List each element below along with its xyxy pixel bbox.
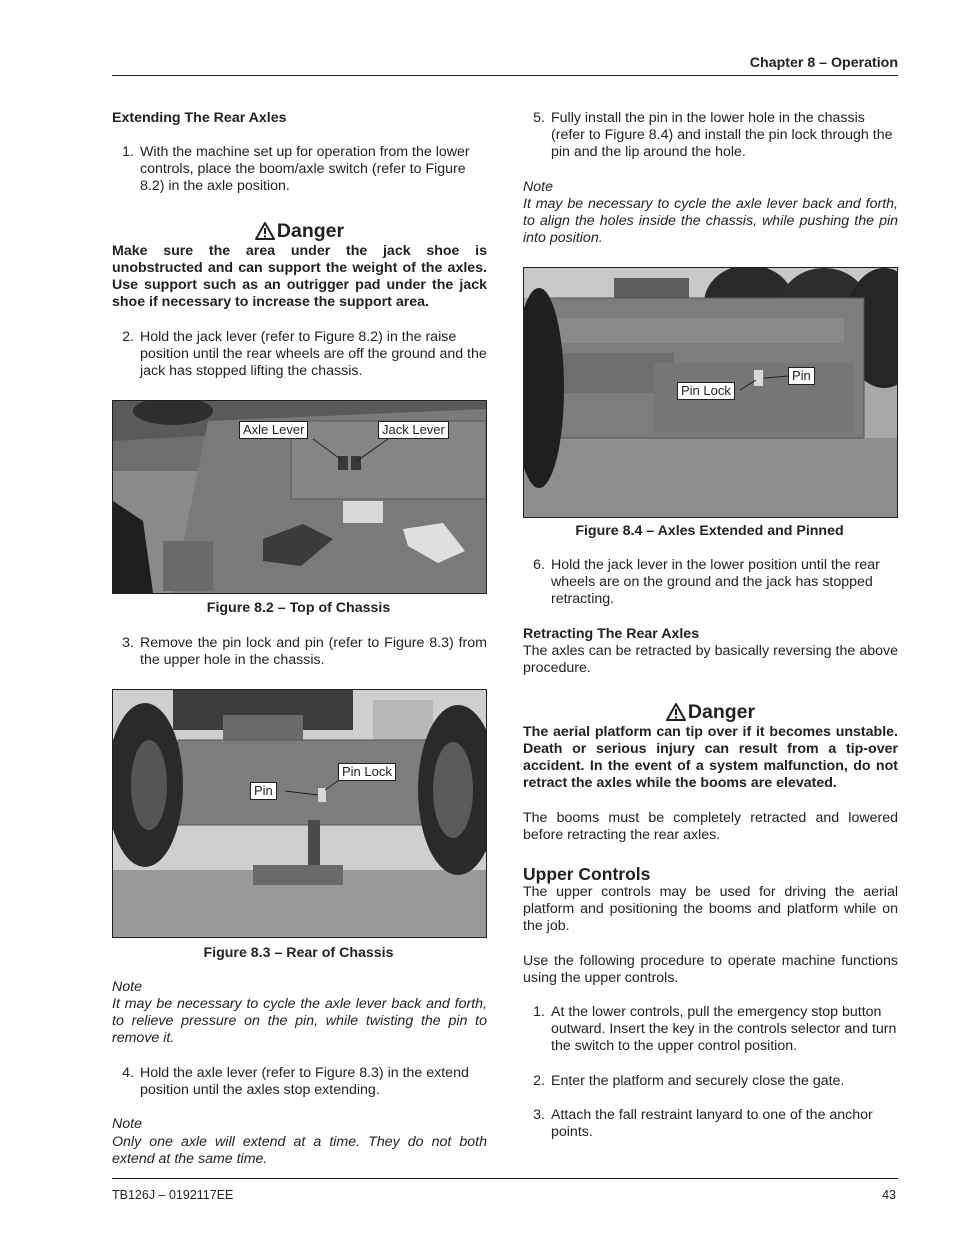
- warning-icon: [666, 703, 686, 721]
- booms-text: The booms must be completely retracted and lowered before retracting the rear axles.: [523, 810, 898, 843]
- footer-page-number: 43: [882, 1188, 896, 1202]
- callout-pin-lock-8-3: Pin Lock: [338, 763, 396, 781]
- danger-text-2: The aerial platform can tip over if it becomes unstable. Death or serious injury can result from a tip-over accident. In the event of a system malfunction, do not retract the axles while the booms are elevated.: [523, 724, 898, 791]
- upper-text-1: The upper controls may be used for driving the aerial platform and positioning the booms and platform while on the job.: [523, 884, 898, 934]
- note-text-3: It may be necessary to cycle the axle lever back and forth, to align the holes inside the chassis, while pushing the pin into position.: [523, 196, 898, 246]
- section-title-retracting: Retracting The Rear Axles: [523, 626, 700, 642]
- figure-8-3-photo: [112, 689, 487, 938]
- retracting-text: The axles can be retracted by basically reversing the above procedure.: [523, 643, 898, 676]
- upper-text-2: Use the following procedure to operate machine functions using the upper controls.: [523, 953, 898, 986]
- warning-icon: [255, 222, 275, 240]
- leader-lines-8-3: [113, 690, 486, 937]
- section-title-upper-controls: Upper Controls: [523, 864, 651, 884]
- callout-axle-lever: Axle Lever: [239, 421, 308, 439]
- callout-pin-8-3: Pin: [250, 782, 277, 800]
- note-label-1: Note: [112, 979, 142, 995]
- danger-heading-2: Danger: [523, 701, 898, 723]
- caption-figure-8-3: Figure 8.3 – Rear of Chassis: [203, 945, 394, 961]
- figure-8-4-photo: [523, 267, 898, 518]
- note-text-1: It may be necessary to cycle the axle lever back and forth, to relieve pressure on the pin, while twisting the pin to remove it.: [112, 996, 487, 1046]
- note-text-2: Only one axle will extend at a time. They do not both extend at the same time.: [112, 1134, 487, 1167]
- figure-8-2-photo: [112, 400, 487, 594]
- callout-pin-lock-8-4: Pin Lock: [677, 382, 735, 400]
- note-label-2: Note: [112, 1116, 142, 1132]
- danger-text-1: Make sure the area under the jack shoe is unobstructed and can support the weight of the axles. Use support such as an outrigger pad under the jack shoe if necessary to increase the support area.: [112, 243, 487, 310]
- footer-doc-id: TB126J – 0192117EE: [112, 1188, 234, 1202]
- danger-heading-1: Danger: [112, 220, 487, 242]
- callout-jack-lever: Jack Lever: [378, 421, 449, 439]
- chapter-header: Chapter 8 – Operation: [749, 55, 898, 71]
- header-rule: [112, 75, 898, 76]
- callout-pin-8-4: Pin: [788, 367, 815, 385]
- leader-lines-8-2: [113, 401, 486, 593]
- leader-lines-8-4: [524, 268, 897, 517]
- note-label-3: Note: [523, 179, 553, 195]
- footer-rule: [112, 1178, 898, 1179]
- caption-figure-8-4: Figure 8.4 – Axles Extended and Pinned: [575, 523, 844, 539]
- section-title-extending: Extending The Rear Axles: [112, 110, 287, 126]
- caption-figure-8-2: Figure 8.2 – Top of Chassis: [206, 600, 391, 616]
